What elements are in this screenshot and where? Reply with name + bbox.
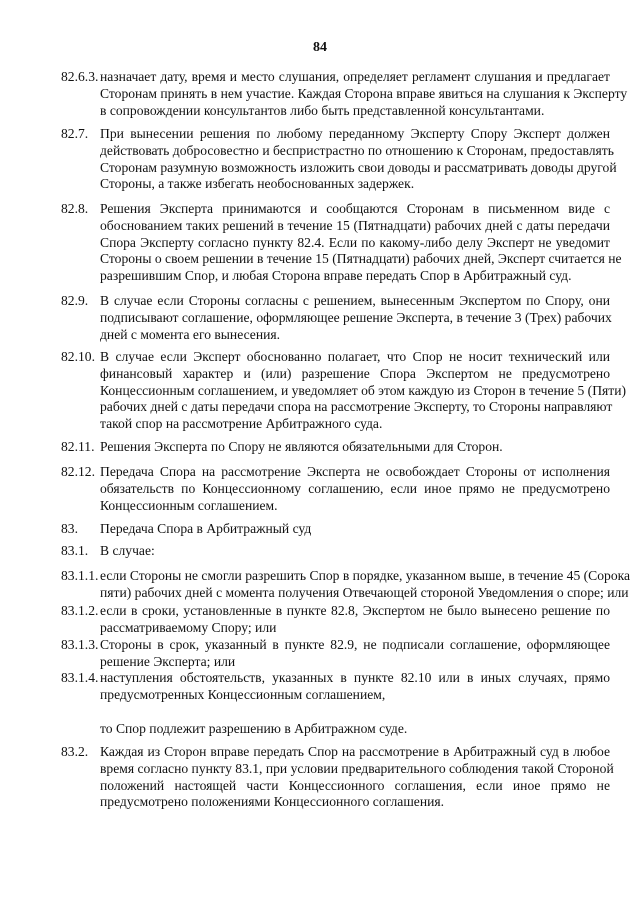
text-line: Передача Спора в Арбитражный суд	[100, 521, 312, 536]
clause-83-1-4	[61, 670, 610, 704]
clause-text	[100, 126, 617, 193]
clause-83	[61, 521, 610, 538]
clause-text	[100, 543, 610, 560]
text-line: Сторонам разумную возможность изложить свои доводы и рассматривать доводы другой	[100, 159, 617, 175]
clause-number: 82.9.	[61, 293, 89, 308]
clause-83-1	[61, 543, 610, 560]
text-line: Концессионным соглашением.	[100, 497, 278, 513]
clause-number: 83.1.	[61, 543, 89, 558]
clause-number: 82.11.	[61, 439, 95, 454]
text-line: предусмотрено положениями Концессионного соглашения.	[100, 794, 445, 810]
clause-82-9	[61, 293, 610, 343]
clause-83-1-3	[61, 637, 610, 671]
text-line: действовать добросовестно и беспристрастно по отношению к Сторонам, предоставлять	[100, 142, 614, 158]
text-line: Стороны, а также избегать необоснованных задержек.	[100, 176, 415, 192]
clause-number: 83.1.4.	[61, 670, 99, 685]
text-line: Стороны в срок, указанный в пункте 82.9, не подписали соглашение, оформляющее	[100, 637, 610, 652]
clause-text	[100, 293, 610, 343]
clause-text	[100, 744, 614, 811]
text-line: подписывают соглашение, оформляющее решение Эксперта, в течение 3 (Трех) рабочих	[100, 309, 612, 325]
text-line: то Спор подлежит разрешению в Арбитражном суде.	[100, 721, 408, 736]
clause-number: 82.12.	[61, 464, 95, 479]
text-line: Решения Эксперта по Спору не являются обязательными для Сторон.	[100, 439, 503, 454]
clause-number: 82.10.	[61, 349, 95, 364]
text-line: Спора Эксперту согласно пункту 82.4. Если по какому-либо делу Эксперт не уведомит	[100, 234, 610, 250]
text-line: При вынесении решения по любому переданному Эксперту Спору Эксперт должен	[100, 126, 610, 141]
clause-82-6-3	[61, 69, 628, 119]
clause-number: 83.	[61, 521, 78, 536]
text-line: Каждая из Сторон вправе передать Спор на рассмотрение в Арбитражный суд в любое	[100, 744, 610, 759]
clause-82-8	[61, 201, 622, 285]
clause-text	[100, 721, 610, 738]
clause-number: 82.7.	[61, 126, 89, 141]
clause-number: 83.1.2.	[61, 603, 99, 618]
clause-text	[100, 201, 622, 285]
text-line: Стороны о своем решении в течение 15 (Пятнадцати) рабочих дней, Эксперт считается не	[100, 251, 622, 267]
text-line: дней с момента его вынесения.	[100, 326, 281, 342]
clause-number: 83.1.3.	[61, 637, 99, 652]
text-line: если в сроки, установленные в пункте 82.8, Экспертом не было вынесено решение по	[100, 603, 610, 618]
clause-83-1-2	[61, 603, 610, 637]
text-line: обязательств по Концессионному соглашению, если иное прямо не предусмотрено	[100, 480, 610, 496]
text-line: Сторонам принять в нем участие. Каждая Сторона вправе явиться на слушания к Эксперту	[100, 85, 628, 101]
clause-conclusion	[61, 721, 610, 738]
clause-text	[100, 69, 628, 119]
text-line: время согласно пункту 83.1, при условии предварительного соблюдения такой Стороной	[100, 760, 614, 776]
text-line: пяти) рабочих дней с момента получения Отвечающей стороной Уведомления о споре; или	[100, 584, 629, 600]
text-line: Передача Спора на рассмотрение Эксперта не освобождает Стороны от исполнения	[100, 464, 610, 479]
text-line: финансовый характер и (или) разрешение Спора Экспертом не предусмотрено	[100, 365, 610, 381]
text-line: рассматриваемому Спору; или	[100, 619, 277, 635]
clause-text	[100, 464, 610, 514]
clause-number: 82.8.	[61, 201, 89, 216]
clause-text	[100, 670, 610, 704]
text-line: Решения Эксперта принимаются и сообщаются Сторонам в письменном виде с	[100, 201, 610, 216]
text-line: В случае:	[100, 543, 155, 558]
clause-83-2	[61, 744, 614, 811]
text-line: разрешившим Спор, и любая Сторона вправе передать Спор в Арбитражный суд.	[100, 268, 572, 284]
clause-text	[100, 568, 631, 602]
text-line: если Стороны не смогли разрешить Спор в порядке, указанном выше, в течение 45 (Сорока	[100, 568, 631, 583]
clause-text	[100, 637, 610, 671]
text-line: такой спор на рассмотрение Арбитражного суда.	[100, 416, 383, 432]
text-line: Концессионным соглашением, и уведомляет об этом каждую из Сторон в течение 5 (Пяти)	[100, 382, 627, 398]
clause-83-1-1	[61, 568, 631, 602]
clause-number: 83.1.1.	[61, 568, 99, 583]
text-line: В случае если Эксперт обоснованно полагает, что Спор не носит технический или	[100, 349, 610, 364]
clause-text	[100, 521, 610, 538]
text-line: решение Эксперта; или	[100, 653, 236, 669]
clause-82-12	[61, 464, 610, 514]
clause-82-10	[61, 349, 627, 433]
page-number: 84	[313, 40, 327, 55]
text-line: в сопровождении консультантов либо быть представленной консультантами.	[100, 102, 545, 118]
clause-text	[100, 603, 610, 637]
text-line: рабочих дней с даты передачи спора на рассмотрение Эксперту, то Стороны направляют	[100, 399, 613, 415]
text-line: наступления обстоятельств, указанных в пункте 82.10 или в иных случаях, прямо	[100, 670, 610, 685]
clause-82-11	[61, 439, 610, 456]
clause-text	[100, 349, 627, 433]
text-line: предусмотренных Концессионным соглашением,	[100, 686, 386, 702]
clause-text	[100, 439, 610, 456]
text-line: обоснованием таких решений в течение 15 (Пятнадцати) рабочих дней с даты передачи	[100, 217, 610, 233]
text-line: положений настоящей части Концессионного соглашения, если иное прямо не	[100, 777, 610, 793]
clause-82-7	[61, 126, 617, 193]
clause-number: 83.2.	[61, 744, 89, 759]
text-line: назначает дату, время и место слушания, определяет регламент слушания и предлагает	[100, 69, 610, 84]
clause-number: 82.6.3.	[61, 69, 99, 84]
text-line: В случае если Стороны согласны с решением, вынесенным Экспертом по Спору, они	[100, 293, 610, 308]
